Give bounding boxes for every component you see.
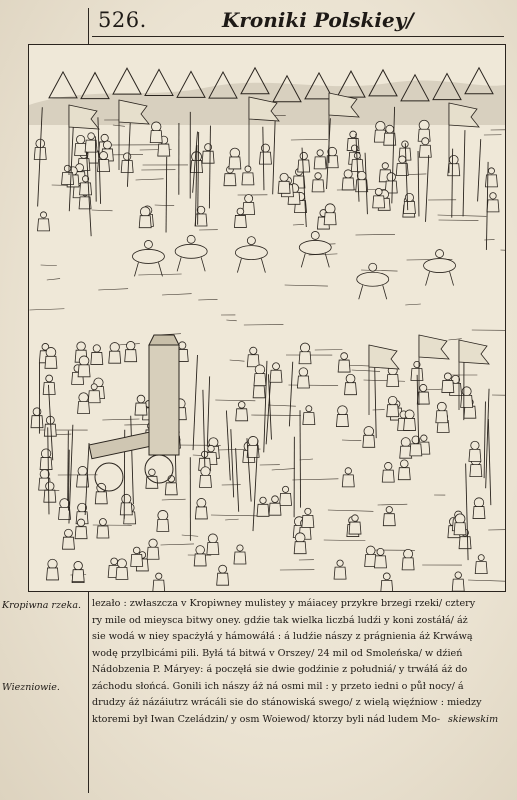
page-number: 526. [98, 8, 147, 32]
running-title: Kroniki Polskiey/ [222, 8, 414, 32]
text-line: lezało : zwłaszcza v Kropiwney mulistey y máiacey przykre brzegi rzeki/ cztery [92, 598, 476, 609]
header-rule [92, 36, 504, 37]
battle-woodcut-icon [28, 44, 506, 592]
page-header [92, 6, 492, 38]
text-line: wodę przylbicámi pili. Byłá tá bitwá v Orszey/ 24 mil od Smoleńska/ w dźień [92, 647, 463, 659]
margin-note-prisoners: Wiezniowie. [2, 682, 60, 693]
text-line: ry mile od mieysca bitwy oney. gdźie tak wielka liczbá ludźi y koni zostáłá/ áż [92, 614, 468, 626]
text-line: Nádobzenia P. Máryey: á poczęłá sie dwie godźinie z południá/ y trwáłá áż do [92, 664, 468, 675]
text-line: sie wodá w niey spacżyłá y hámowáłá : á ludźie nászy z prágnienia áż Krwáwą [92, 631, 473, 642]
text-line: drudzy áż názáiutrz wrácáli sie do stánowiská swego/ z wielą więźniow : miedzy [92, 697, 482, 708]
body-text [92, 596, 504, 728]
margin-note-river: Kropiwna rzeka. [2, 600, 82, 611]
catchword: skiewskim [448, 714, 499, 725]
text-line: ktoremi był Iwan Czeládzin/ y osm Woiewod/ ktorzy byli nád ludem Mo- [92, 713, 441, 725]
text-line: záchodu słońcá. Gonili ich nászy áż ná osmi mil : y przeto iedni o půł nocy/ á [92, 680, 464, 692]
